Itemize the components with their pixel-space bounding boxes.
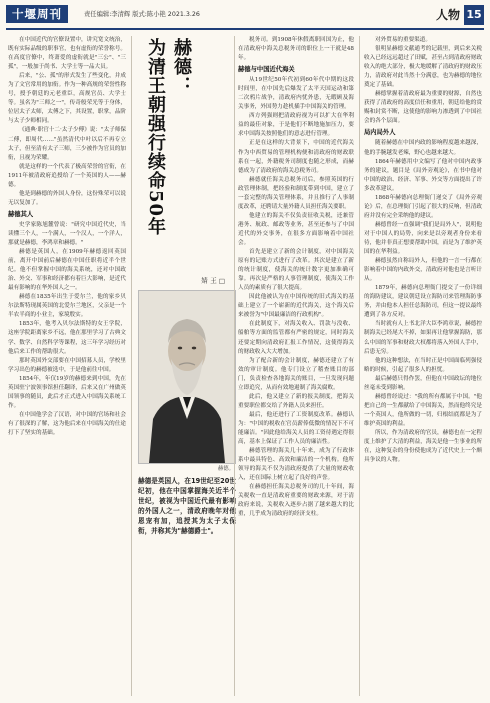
header-rule <box>6 28 484 30</box>
paragraph: 所以，作为清政府的官员，赫德也在一定程度上维护了大清的利益，海关是他一生事业的所在，这种复杂的身份使他成为了近代史上一个颇具争议的人物。 <box>364 429 482 464</box>
portrait-photo <box>138 290 236 464</box>
paragraph: 《通典·职官十二·太子少傅》说："太子师保二傅，即周代……"虽然清代中叶以后不再专立太子，但至清有太子三师，三少被作为官员的加衔，且视为荣耀。 <box>8 127 126 161</box>
section-heading: 局内局外人 <box>364 129 396 137</box>
paragraph: 对外贸易的重要渠道。 <box>375 37 431 43</box>
article-title <box>142 38 194 268</box>
paragraph: 从19世纪50年代初到60年代中期的这段时间里，在中国先后爆发了太平天国运动和第二次鸦片战争，清政府内忧外患，无暇顾及海关事务，外国势力趁机插手中国海关的管理。 <box>238 77 354 111</box>
article-column-1 <box>8 36 126 696</box>
paragraph: 最后赫德只得作罢，但他在中国政坛的地位丝毫未受到影响。 <box>364 375 482 391</box>
paragraph: 他是到赫德的外国人身份，这份殊荣可以说无以复加了。 <box>8 190 126 206</box>
paragraph: 就是这样的一个代表了极高荣誉的官衔，在1911年被清政府追授给了一个英国的人——赫德。 <box>8 163 126 188</box>
paragraph: 随着赫德在中国内政的影响程度越来越深，他的手腕越发老辣，野心也越来越大。 <box>364 140 482 156</box>
paragraph: 税务司。到1908年休假离职回国为止，他在清政府中海关总税务司的职位上一干就是48年。 <box>238 37 354 62</box>
portrait-illustration <box>139 291 235 463</box>
paragraph: 在此制度下，对海关收入、罚款与没收、船舶等方面的监管都有严密的规定，同时海关还要定期向清政府汇报工作情况，这使得海关的财政收入大大增加。 <box>238 321 354 355</box>
paragraph: 在赫德担任海关总税务司的几十年间，海关税收一直是清政府重要的财政来源，对于清政府来说，关税收入逐步占据了越来越大的比重，几乎成为清政府的经济支柱。 <box>238 484 354 518</box>
paragraph: 赫德管理的海关几十年来，成为了行政体系中最具特色、高效和廉洁的一个机构。他所领导的海关不仅为清政府提供了大量的财政收入，还在国际上树立起了良好的声誉。 <box>238 448 354 482</box>
column-divider <box>234 36 235 696</box>
paragraph: 西方列强则把清政府视为可以扩大在华利益的最佳对象，于是他们不断地施加压力，要求中国海关按照他们的意志进行管理。 <box>238 113 354 138</box>
paragraph: 此后，他又建立了新的报关制度，把海关重要职位都交给了外籍人员来担任。 <box>238 393 354 409</box>
paragraph: 1868年赫德向总理衙门递交了《局外旁观论》后，在总理衙门引起了很大的反响，但清政府并没有完全采纳他的建议。 <box>364 194 482 219</box>
column-divider <box>359 36 360 696</box>
section-heading: 赫德其人 <box>8 210 34 218</box>
article-title-line-2: 为清王朝强行续命50年 <box>145 38 166 237</box>
paragraph: 很明显赫德文献通考的记载里，到后来关税收入已经远远超过了田赋，甚至占到清政府财政收入的绝大部分，极大地缓解了清政府的财政压力，清政府对此当然十分满意，也为赫德的地位奠定了基础。 <box>364 46 482 89</box>
paragraph: 在中国近代的官僚设置中，讲究宽文统治，既有实际品级的职事官，也有虚衔的荣誉称号。在高度官僚中，终萧爱的虚衔就是"三公"、"三孤"，一般加于尚书、大学士等一品大员。 <box>8 37 126 71</box>
paragraph: 首先是建立了新的会计制度，对中国海关原有的记账方式进行了改革。其次是建立了新的统计制度，使海关的统计数字更加准确可靠。再次是严格的人事管理制度，使海关工作人员的素质有了很大提高。 <box>238 249 354 292</box>
paragraph: 为了配合新的会计制度，赫德还建立了有效的审计制度。他专门设立了稽查账目的部门，负责检查各地海关的账目，一旦发现问题立即追究，从而有效地遏制了海关腐败。 <box>238 357 354 391</box>
article-title-line-1: 赫德： <box>171 38 192 95</box>
paragraph: 他的这种想法，在当时正是中国面临列强侵略的时候，引起了很多人的担忧。 <box>364 357 482 373</box>
paragraph: 最后，他还进行了工资制度改革。赫德认为："中国的税收在官员薪俸低微的情况下不可能廉洁。"因此他给海关人员的工资待遇定得很高，基本上保证了工作人员的廉洁性。 <box>238 411 354 446</box>
paragraph: 赫德曾经说过："我的所有都属于中国。"他把自己的一生都献给了中国海关，然而他终究是一个英国人，他所做的一切，归根结底都是为了维护英国的利益。 <box>364 393 482 427</box>
paragraph: 当时就有人上书北洋大臣李鸿章说，赫德控制海关已经尾大不掉，如果再让他掌握海防，那么中国的军事和财政大权都将落入外国人手中，后患无穷。 <box>364 321 482 355</box>
paragraph: 1864年赫德用中文编写了他对中国内政事务的建议，题目是《局外旁观论》，在书中他对中国的政治、经济、军事、外交等方面提出了许多改革建议。 <box>364 158 482 192</box>
editor-meta: 责任编辑:李清辉 版式:陈小艳 2021.3.26 <box>84 11 200 18</box>
article-column-2 <box>238 36 354 696</box>
page-header <box>0 0 490 30</box>
photo-caption: 赫德是英国人，在19世纪至20世纪初，他在中国掌握海关近半个世纪，被视为中国近代最有影响的外国人之一，清政府晚年对他恩宠有加，追授其为太子太保衔，并称其为"赫德爵士"。 <box>138 477 236 535</box>
page-number: 15 <box>464 5 484 25</box>
paragraph: 在中国他学会了汉语，对中国的官场和社会有了很深的了解，这为他后来在中国海关的仕途打下了坚实的基础。 <box>8 411 126 436</box>
column-divider <box>131 36 132 696</box>
paragraph: 后来，"公、孤"的形式发生了些变化，并成为了文官常用的加衔。作为一种高规的荣誉性称号，授予朝廷的元老重臣，高规官员、大学士等。虽名为"三师之一"，传奇般荣光等于身体，位居太子太师，太傅之下，其设置，职掌，品阶与太子少师相同。 <box>8 73 126 125</box>
paragraph: 赫德是英国人，在1909年赫德返回英国前，离开中国前后赫德在中国任职将近半个世纪。他不但掌握中国的海关系统，还对中国政治、外交、军事和经济都有着巨大影响，是近代最有影响的在华外国人之一。 <box>8 249 126 292</box>
paragraph: 赫德就任海关总税务司后，参照英国的行政管理体制，把经验和制度带到中国，建立了一套完整的海关管理体系，并且推行了人事制度改革，还聘请大量外籍人员担任海关要职。 <box>238 176 354 210</box>
paragraph: 1879年，赫德向总理衙门提交了一份详细的海防建议，建议朝廷设立海防司来管理海防事务，并由他本人担任总海防司，但这一提议最终遭到了各方反对。 <box>364 285 482 319</box>
paragraph: 正是在这样的大背景下，中国的近代海关作为中西贸易的管理机构便和清政府的财政联系在一起，外籍税务司制度也随之形成，而赫德成为了清政府的海关总税务司。 <box>238 140 354 174</box>
paragraph: 赫德在1835年出生于爱尔兰，他的家乡贝尔法斯特现属英国的北爱尔兰地区，父亲是一个半农半商的小业主，家境殷实。 <box>8 294 126 319</box>
photo-caption-short: 赫德。 <box>217 466 234 472</box>
paragraph: 1853年，他考入贝尔法斯特的女王学院，这座学院距离家乡不远，他在那里学习了古典文学、数学、自然科学等课程，这三年学习经历对他后来工作的帮助很大。 <box>8 321 126 355</box>
paragraph: 1854年，年仅19岁的赫德来到中国，先在英国驻宁波领事馆担任翻译，后来又在广州做英国领事的随员，此后才正式进入中国海关系统工作。 <box>8 375 126 409</box>
paragraph: 那时英国外交部要在中国招募人员，学校里学习出色的赫德被选中，于是他前往中国。 <box>8 357 126 373</box>
paragraph: 赫德曾经一直强调"我们是局外人"，说明他对于中国人的局势，向来是以旁观者身份来看待，他并非真正想要帮助中国，而是为了维护英国的在华利益。 <box>364 221 482 256</box>
article-author: □王婧 <box>200 277 226 285</box>
paragraph: 史学家陈旭麓曾说："研究中国近代史，当读懂三个人，一个满人，一个汉人，一个洋人，那就是赫德，李鸿章和赫德。" <box>8 221 126 246</box>
newspaper-brand: 十堰周刊 <box>6 5 68 23</box>
paragraph: 因此他被认为在中国传统的旧式海关的基础上建立了一个崭新的近代海关，这个海关后来被誉为"中国最廉洁的行政机构"。 <box>238 294 354 319</box>
paragraph: 赫德掌握着清政府最为重要的财源，自然也获得了清政府的高度信任和重用，朝廷给他的赏赐和封赏不断，这使他的影响力渗透到了中国社会的各个层面。 <box>364 91 482 125</box>
article-title-block <box>138 34 230 285</box>
paragraph: 他建立的海关不仅负责征收关税，还兼管港务、航政、邮政等业务，甚至还参与了中国近代的外交事务，在很多方面影响着中国社会。 <box>238 212 354 246</box>
article-column-3 <box>364 36 482 696</box>
section-title: 人物 <box>435 8 460 22</box>
section-heading: 赫德与中国近代海关 <box>238 66 295 74</box>
paragraph: 赫德虽然自称局外人，但他的一言一行都在影响着中国的内政外交，清政府对他也是言听计从。 <box>364 258 482 283</box>
